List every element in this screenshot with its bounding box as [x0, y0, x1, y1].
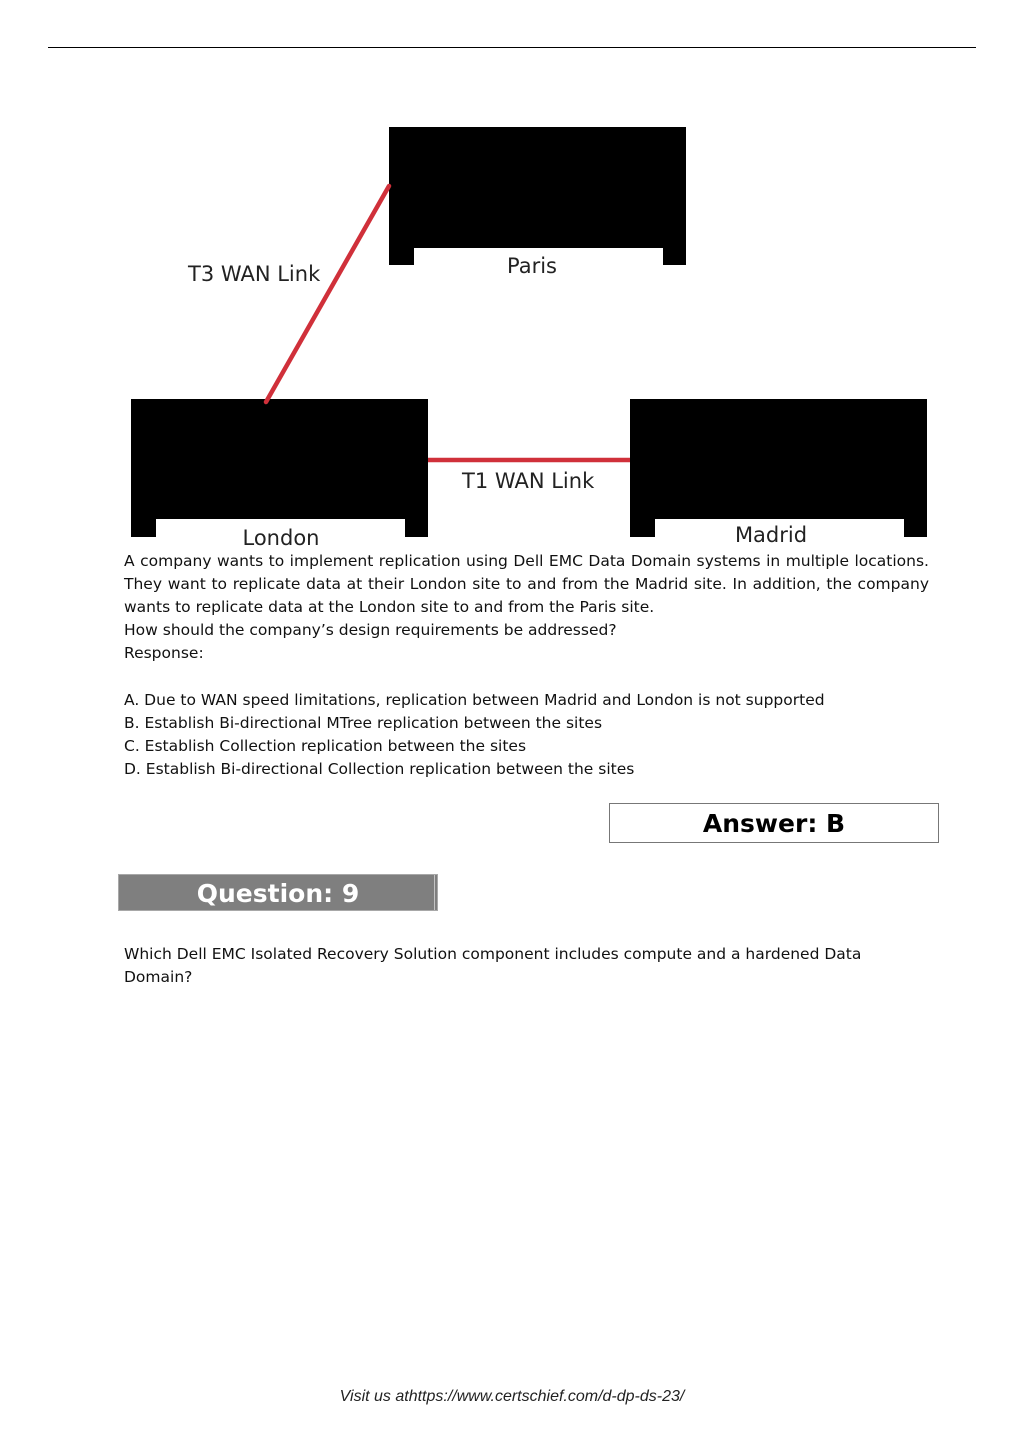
london-label: London — [242, 526, 320, 550]
t3-wan-link-line — [266, 186, 389, 402]
option-b: B. Establish Bi-directional MTree replication between the sites — [124, 714, 603, 732]
question-header — [118, 874, 438, 911]
question-paragraph: A company wants to implement replication using Dell EMC Data Domain systems in multiple locations. They want to replicate data at their London site to and from the Madrid site. In addition, the company wants to replicate data at the London site to and from the Paris site. — [124, 552, 929, 616]
madrid-system — [630, 399, 927, 537]
site-madrid — [630, 399, 927, 547]
question-number: Question: 9 — [196, 879, 360, 908]
option-a: A. Due to WAN speed limitations, replication between Madrid and London is not supported — [124, 691, 825, 709]
site-paris — [389, 127, 686, 278]
t3-wan-link-label: T3 WAN Link — [188, 262, 321, 286]
option-c: C. Establish Collection replication between the sites — [124, 737, 527, 755]
question-text — [124, 550, 929, 665]
answer-box — [609, 803, 939, 843]
madrid-label: Madrid — [734, 523, 808, 547]
paris-label: Paris — [507, 254, 557, 278]
answer-label: Answer: B — [702, 808, 846, 838]
question-response-label: Response: — [124, 644, 204, 662]
answer-options — [124, 689, 929, 781]
question-9-text: Which Dell EMC Isolated Recovery Solution component includes compute and a hardened Data Domain? — [124, 945, 862, 986]
site-london — [131, 399, 428, 550]
header-edge — [434, 875, 435, 910]
london-system — [131, 399, 428, 537]
option-d: D. Establish Bi-directional Collection replication between the sites — [124, 760, 635, 778]
paris-system — [389, 127, 686, 265]
footer-link[interactable]: Visit us athttps://www.certschief.com/d-dp-ds-23/ — [339, 1388, 685, 1405]
question-prompt: How should the company’s design requirements be addressed? — [124, 621, 617, 639]
network-diagram — [0, 0, 1024, 560]
t1-wan-link-label: T1 WAN Link — [462, 469, 595, 493]
